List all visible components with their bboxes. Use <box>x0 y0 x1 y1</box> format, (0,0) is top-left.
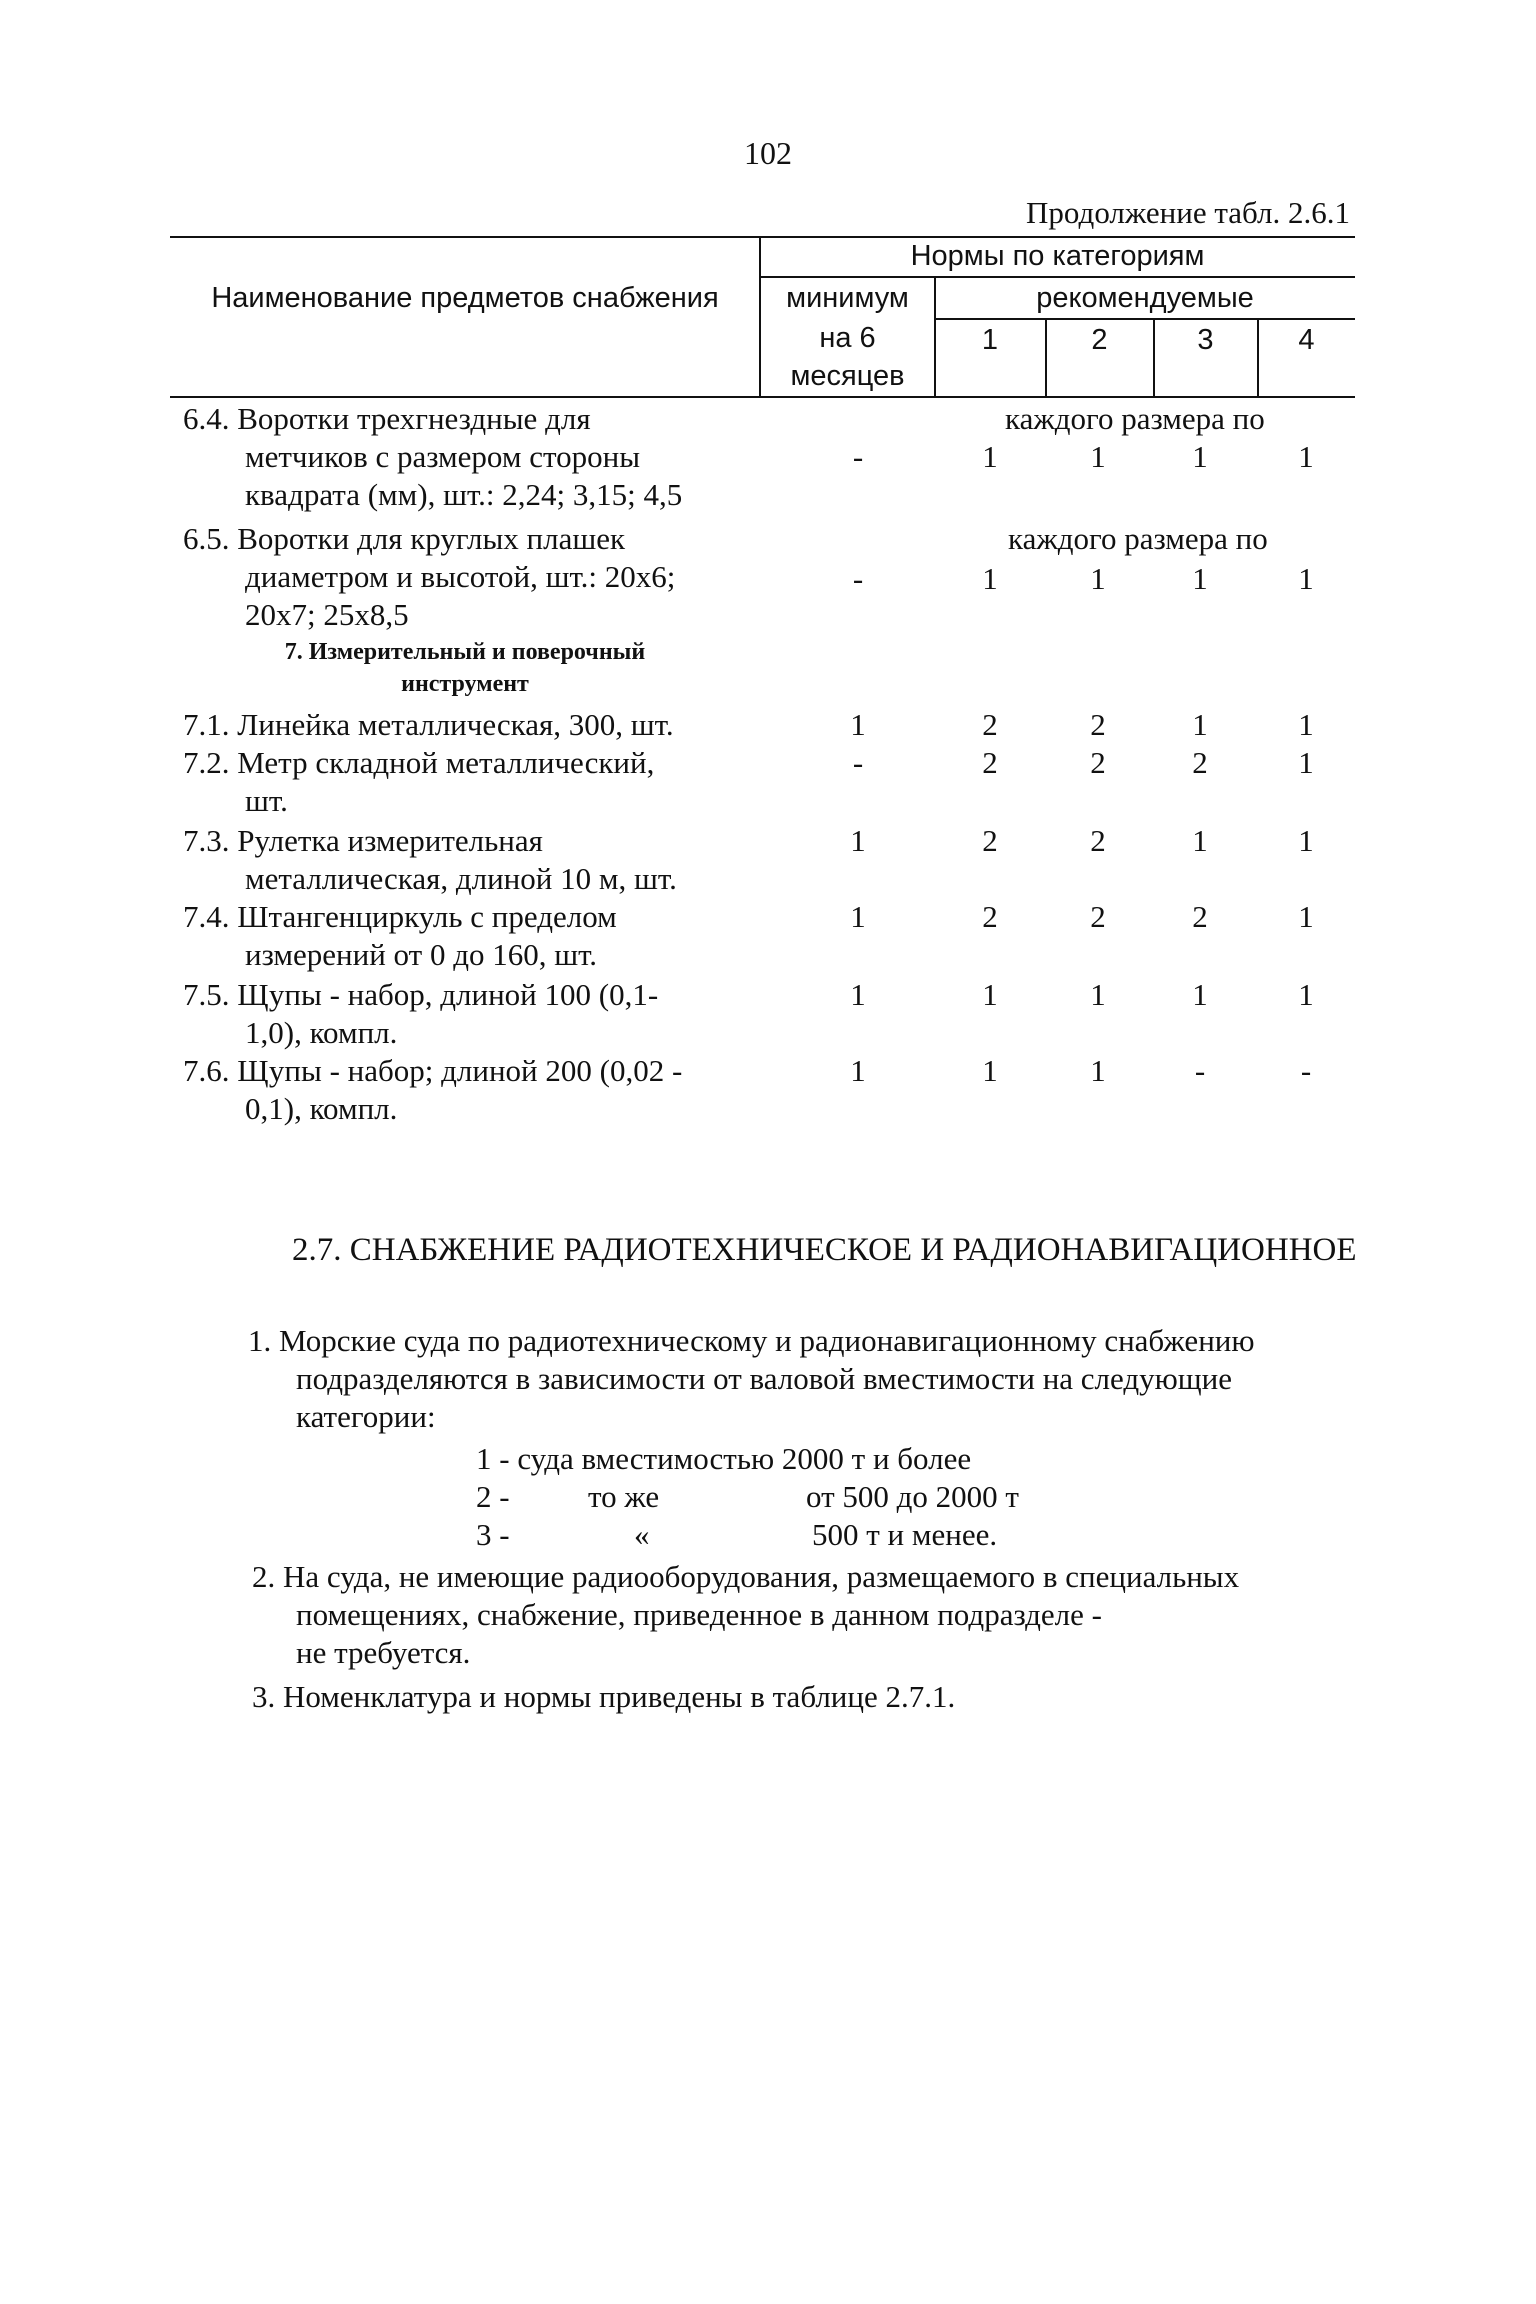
row-7-6-line1: 7.6. Щупы - набор; длиной 200 (0,02 - <box>183 1053 683 1088</box>
category-line-2-same: то же <box>588 1479 660 1514</box>
row-7-3-min: 1 <box>850 823 866 858</box>
header-minimum-3: месяцев <box>790 360 905 392</box>
paragraph-3: 3. Номенклатура и нормы приведены в таблице 2.7.1. <box>252 1679 956 1714</box>
header-cat1: 1 <box>981 324 999 356</box>
header-bottom-rule <box>170 396 1355 398</box>
row-7-3-line2: металлическая, длиной 10 м, шт. <box>245 861 677 896</box>
row-6-5-line2: диаметром и высотой, шт.: 20х6; <box>245 559 676 594</box>
row-7-4-line1: 7.4. Штангенциркуль с пределом <box>183 899 617 934</box>
row-7-4-c1: 2 <box>982 899 998 934</box>
row-7-3-c4: 1 <box>1298 823 1314 858</box>
header-norms: Нормы по категориям <box>910 240 1205 272</box>
row-7-6-c1: 1 <box>982 1053 998 1088</box>
header-minimum-1: минимум <box>786 282 909 314</box>
row-6-5-c1: 1 <box>982 561 998 596</box>
paragraph-2-line1: 2. На суда, не имеющие радиооборудования, размещаемого в специальных <box>252 1559 1240 1594</box>
row-7-5-line2: 1,0), компл. <box>245 1015 398 1050</box>
recommended-under-rule <box>935 318 1355 320</box>
row-6-4-min: - <box>852 439 864 474</box>
row-7-2-min: - <box>852 745 864 780</box>
row-6-4-c3: 1 <box>1192 439 1208 474</box>
row-6-5-note: каждого размера по <box>1008 521 1268 556</box>
row-7-1-c3: 1 <box>1192 707 1208 742</box>
row-6-4-line3: квадрата (мм), шт.: 2,24; 3,15; 4,5 <box>245 477 683 512</box>
row-7-6-line2: 0,1), компл. <box>245 1091 398 1126</box>
norms-under-rule <box>760 276 1355 278</box>
row-7-3-line1: 7.3. Рулетка измерительная <box>183 823 543 858</box>
row-6-4-line2: метчиков с размером стороны <box>245 439 641 474</box>
row-7-6-min: 1 <box>850 1053 866 1088</box>
row-6-4-c2: 1 <box>1090 439 1106 474</box>
header-recommended: рекомендуемые <box>1036 282 1254 314</box>
row-7-2-line2: шт. <box>245 783 288 818</box>
row-6-5-c4: 1 <box>1298 561 1314 596</box>
header-cat2: 2 <box>1091 324 1108 356</box>
header-cat3: 3 <box>1197 324 1214 356</box>
table-top-rule <box>170 236 1355 238</box>
category-line-3-num: 3 - <box>476 1517 510 1552</box>
row-7-4-c2: 2 <box>1090 899 1106 934</box>
row-6-5-c3: 1 <box>1192 561 1208 596</box>
row-7-2-line1: 7.2. Метр складной металлический, <box>183 745 655 780</box>
row-7-4-c4: 1 <box>1298 899 1314 934</box>
row-7-2-c3: 2 <box>1192 745 1208 780</box>
category-line-2-num: 2 - <box>476 1479 510 1514</box>
table-continuation-label: Продолжение табл. 2.6.1 <box>1026 195 1350 230</box>
row-6-4-line1: 6.4. Воротки трехгнездные для <box>183 401 591 436</box>
row-7-5-min: 1 <box>850 977 866 1012</box>
row-7-3-c2: 2 <box>1090 823 1106 858</box>
row-7-5-c1: 1 <box>982 977 998 1012</box>
row-7-4-c3: 2 <box>1192 899 1208 934</box>
row-6-5-line3: 20х7; 25х8,5 <box>245 597 409 632</box>
header-minimum-2: на 6 <box>819 322 876 354</box>
row-7-6-c2: 1 <box>1090 1053 1106 1088</box>
row-6-4-c4: 1 <box>1298 439 1314 474</box>
row-7-4-line2: измерений от 0 до 160, шт. <box>245 937 598 972</box>
row-6-5-min: - <box>852 561 864 596</box>
row-7-1-min: 1 <box>850 707 866 742</box>
header-cat4: 4 <box>1298 324 1315 356</box>
header-name-col: Наименование предметов снабжения <box>211 282 719 314</box>
row-7-1-c4: 1 <box>1298 707 1314 742</box>
row-7-2-c1: 2 <box>982 745 998 780</box>
category-line-3-ditto: « <box>634 1517 650 1552</box>
row-7-1-c2: 2 <box>1090 707 1106 742</box>
subheading-line1: 7. Измерительный и поверочный <box>284 639 646 665</box>
row-7-1-line1: 7.1. Линейка металлическая, 300, шт. <box>183 707 674 742</box>
paragraph-2-line2: помещениях, снабжение, приведенное в данном подразделе - <box>296 1597 1102 1632</box>
row-6-5-line1: 6.5. Воротки для круглых плашек <box>183 521 626 556</box>
paragraph-1-line3: категории: <box>296 1399 436 1434</box>
row-7-5-line1: 7.5. Щупы - набор, длиной 100 (0,1- <box>183 977 659 1012</box>
row-7-3-c3: 1 <box>1192 823 1208 858</box>
row-7-5-c3: 1 <box>1192 977 1208 1012</box>
row-7-3-c1: 2 <box>982 823 998 858</box>
row-7-6-c3: - <box>1194 1053 1206 1088</box>
row-7-2-c2: 2 <box>1090 745 1106 780</box>
section-title: 2.7. СНАБЖЕНИЕ РАДИОТЕХНИЧЕСКОЕ И РАДИОНАВИГАЦИОННОЕ <box>292 1232 1357 1268</box>
subheading-line2: инструмент <box>401 671 529 697</box>
row-7-5-c4: 1 <box>1298 977 1314 1012</box>
row-6-4-c1: 1 <box>982 439 998 474</box>
row-7-1-c1: 2 <box>982 707 998 742</box>
page-number: 102 <box>744 135 792 171</box>
category-line-2-range: от 500 до 2000 т <box>806 1479 1019 1514</box>
paragraph-1-line2: подразделяются в зависимости от валовой вместимости на следующие <box>296 1361 1233 1396</box>
row-7-6-c4: - <box>1300 1053 1312 1088</box>
row-7-2-c4: 1 <box>1298 745 1314 780</box>
row-6-4-note: каждого размера по <box>1005 401 1265 436</box>
category-line-1: 1 - суда вместимостью 2000 т и более <box>476 1441 972 1476</box>
paragraph-2-line3: не требуется. <box>296 1635 471 1670</box>
row-7-5-c2: 1 <box>1090 977 1106 1012</box>
category-line-3-range: 500 т и менее. <box>812 1517 998 1552</box>
paragraph-1-line1: 1. Морские суда по радиотехническому и радионавигационному снабжению <box>248 1323 1255 1358</box>
row-6-5-c2: 1 <box>1090 561 1106 596</box>
row-7-4-min: 1 <box>850 899 866 934</box>
